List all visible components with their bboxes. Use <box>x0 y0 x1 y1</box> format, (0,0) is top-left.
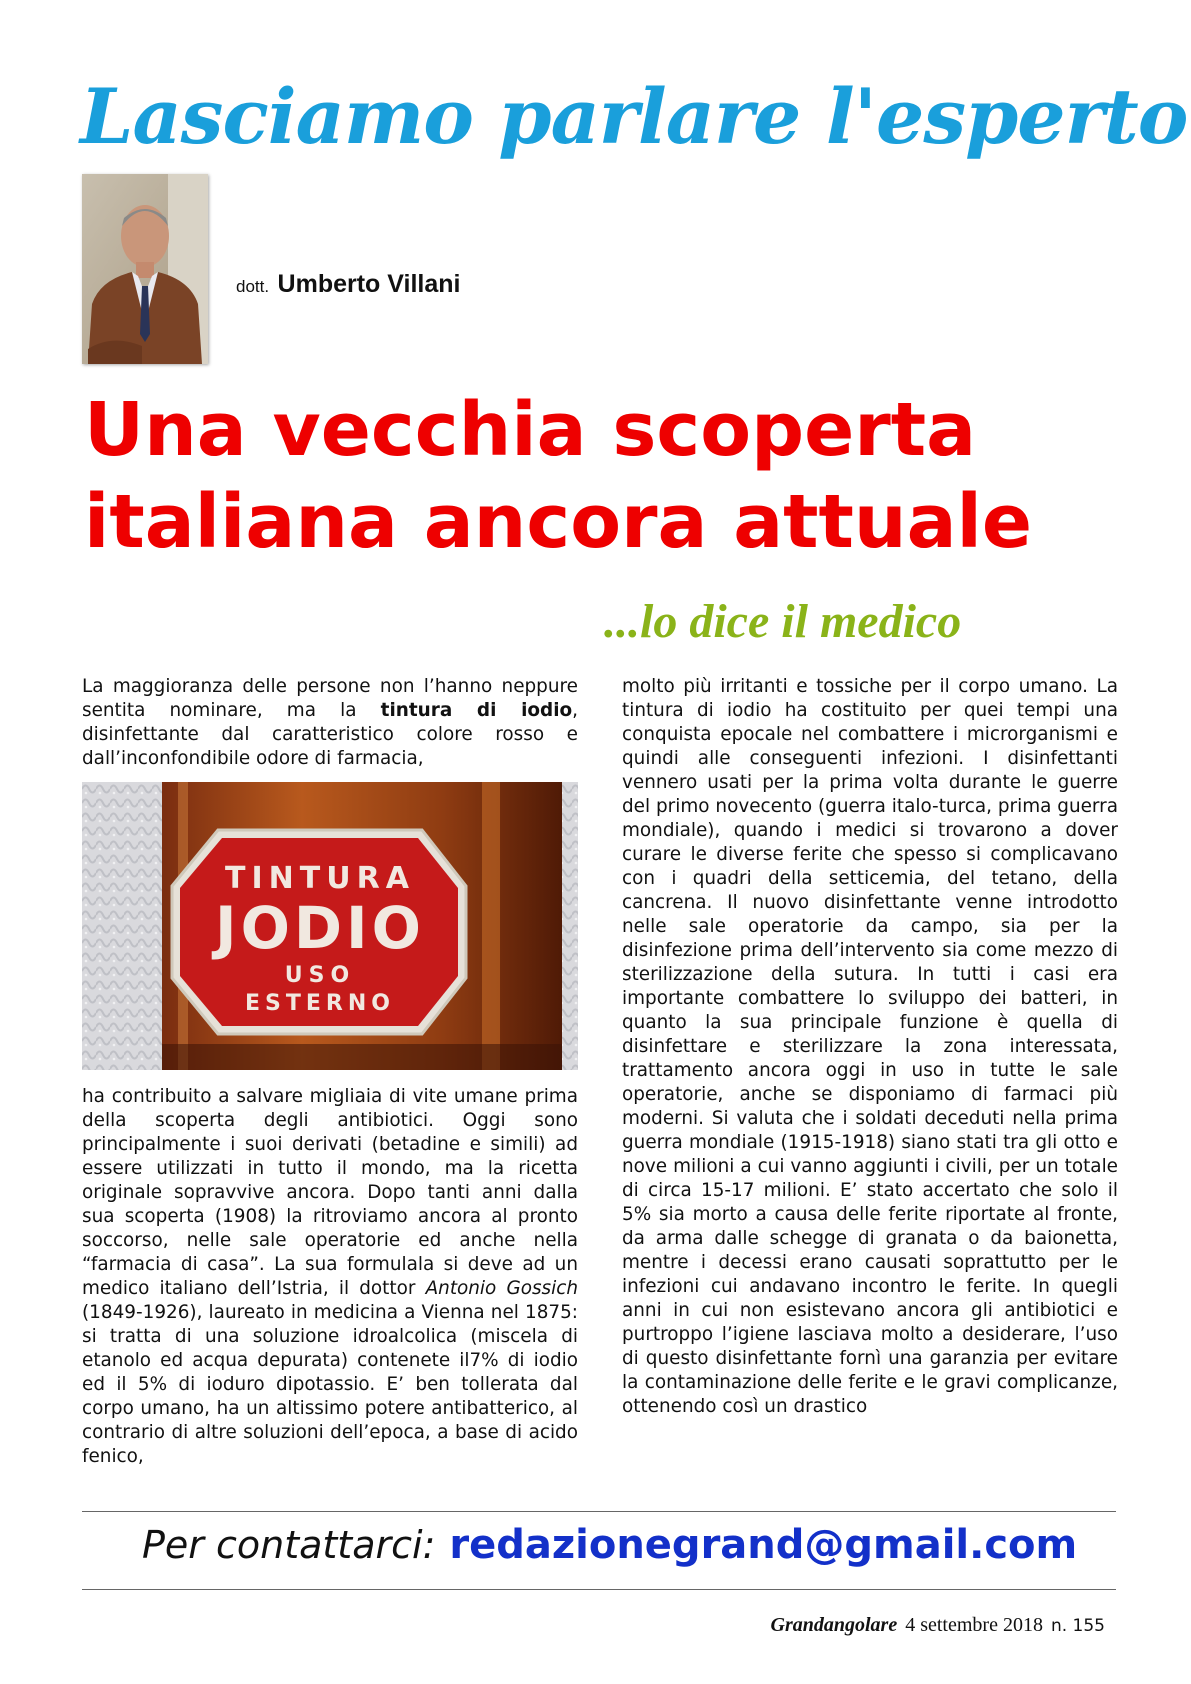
article-subheadline: ...lo dice il medico <box>604 595 962 648</box>
divider-bottom <box>82 1589 1116 1590</box>
intro-text-continued: , disinfettante dal caratteristico colore rosso e dall’inconfondibile odore di farmacia, <box>82 700 578 769</box>
intro-text: La maggioranza delle persone non l’hanno neppure sentita nominare, ma la <box>82 676 578 721</box>
left-column-body <box>82 1085 578 1469</box>
page-footer <box>771 1614 1105 1637</box>
bottle-label-line-4: ESTERNO <box>245 991 395 1016</box>
right-column-body <box>622 675 1118 1419</box>
bottle-label-line-3: USO <box>284 963 356 988</box>
section-kicker: Lasciamo parlare l'esperto <box>80 72 1188 161</box>
author-name: Umberto Villani <box>277 270 461 298</box>
contact-line <box>142 1522 1077 1568</box>
body-text-continued: (1849-1926), laureato in medicina a Vienna nel 1875: si tratta di una soluzione idroalcolica (miscela di etanolo ed acqua depurata) contenete il7% di iodio ed il 5% di ioduro dipotassio. E’ ben tollerata dal corpo umano, ha un altissimo potere antibatterico, al contrario di altre soluzioni dell’epoca, a base di acido fenico, <box>82 1302 578 1467</box>
author-photo <box>82 174 208 364</box>
author-prefix: dott. <box>236 277 270 296</box>
issue-date: 4 settembre 2018 <box>905 1614 1043 1636</box>
headline-line-2: italiana ancora attuale <box>84 479 1033 565</box>
body-paragraph-right: molto più irritanti e tossiche per il corpo umano. La tintura di iodio ha costituito per quei tempi una conquista epocale nel combattere i microrganismi e quindi alle conseguenti infezioni. I disinfettanti vennero usati per la prima volta durante le guerre del primo novecento (guerra italo-turca, prima guerra mondiale), quando i medici si trovarono a dover curare le diverse ferite che spesso si complicavano con i quadri della setticemia, del tetano, della cancrena. Il nuovo disinfettante venne introdotto nelle sale operatorie da campo, sia per la disinfezione prima dell’intervento sia come mezzo di sterilizzazione della sutura. In tutti i casi era importante combattere lo sviluppo dei batteri, in quanto la sua principale funzione è quella di disinfettare e sterilizzare la zona interessata, trattamento ancora oggi in uso in tutte le sale operatorie, anche se disponiamo di farmaci più moderni. Si valuta che i soldati deceduti nella prima guerra mondiale (1915-1918) siano stati tra gli otto e nove milioni a cui vanno aggiunti i civili, per un totale di circa 15-17 milioni. E’ stato accertato che solo il 5% sia morto a causa delle ferite riportate al fronte, da arma dalle schegge di granata o da baionetta, mentre i decessi erano causati soprattutto per le infezioni cui andavano incontro le ferite. In quegli anni in cui non esistevano ancora gli antibiotici e purtroppo l’igiene lasciava molto a desiderare, l’uso di questo disinfettante fornì una garanzia per evitare la contaminazione delle ferite e le gravi complicanze, ottenendo così un drastico <box>622 676 1118 1417</box>
contact-email-link[interactable]: redazionegrand@gmail.com <box>449 1522 1078 1568</box>
magazine-name: Grandangolare <box>770 1614 898 1636</box>
body-paragraph-left <box>82 1085 578 1469</box>
author-byline <box>236 270 460 299</box>
article-headline <box>84 384 1144 568</box>
issue-number: n. 155 <box>1050 1616 1105 1636</box>
intro-paragraph <box>82 675 578 771</box>
bottle-label-line-2: JODIO <box>215 894 425 962</box>
divider-top <box>82 1511 1116 1512</box>
left-column-intro <box>82 675 578 771</box>
bottle-label-line-1: TINTURA <box>225 861 415 896</box>
contact-label: Per contattarci: <box>142 1523 436 1567</box>
intro-bold-term: tintura di iodio <box>380 700 573 721</box>
headline-line-1: Una vecchia scoperta <box>84 387 977 473</box>
iodine-bottle-photo <box>82 782 578 1070</box>
body-text: ha contribuito a salvare migliaia di vite umane prima della scoperta degli antibiotici. Oggi sono principalmente i suoi derivati (betadine e simili) ad essere utilizzati in tutto il mondo, ma la ricetta originale sopravvive ancora. Dopo tanti anni dalla sua scoperta (1908) la ritroviamo ancora al pronto soccorso, nelle sale operatorie ed anche nella “farmacia di casa”. La sua formulala si deve ad un medico italiano dell’Istria, il dottor <box>82 1086 578 1299</box>
doctor-name: Antonio Gossich <box>425 1278 578 1299</box>
